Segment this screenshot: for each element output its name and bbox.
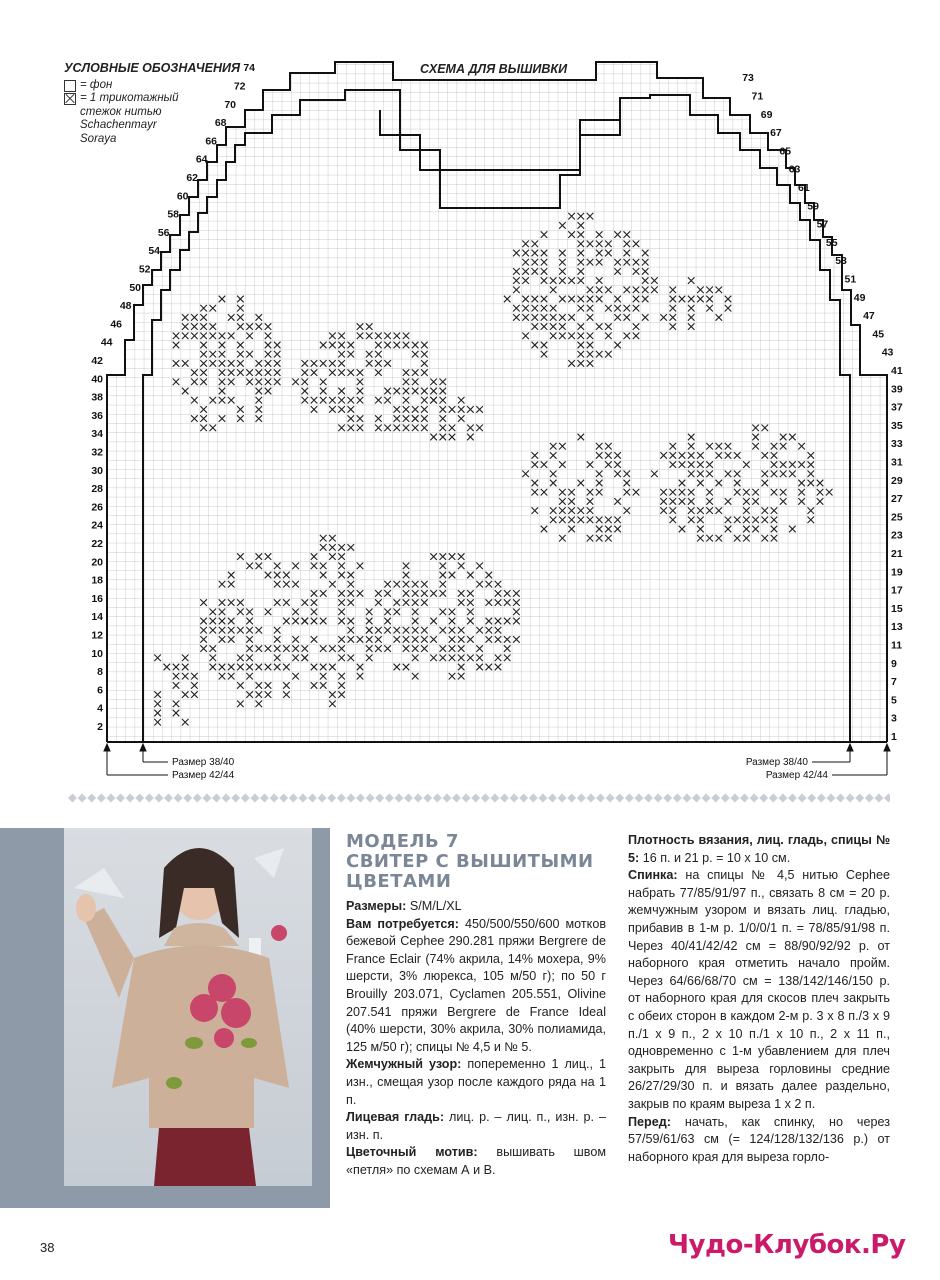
row-label-left: 58 [167, 208, 179, 221]
materials-value: 450/500/550/600 мотков бежевой Cephee 290.281 пряжи Bergrere de France Eclair (74% акрила, 14% мохера, 9% шерсти, 3% люрекса, 105 м/50 г); по 50 г Brouilly 203.071, Cyclamen 205.551, Olivine 207.541 пряжи Bergrere de France Ideal (40% шерсти, 30% акрила, 30% полиамида, 125 м/50 г); спицы № 4,5 и № 5. [346, 916, 607, 1054]
separator-diamond [682, 794, 691, 803]
separator-diamond [778, 794, 787, 803]
separator-diamond [135, 794, 144, 803]
separator-diamond [106, 794, 115, 803]
separator-diamond [298, 794, 307, 803]
article-column-left [346, 832, 606, 1180]
row-label-left: 38 [91, 391, 103, 404]
separator-diamond [404, 794, 413, 803]
model-title-line: ЦВЕТАМИ [346, 871, 452, 892]
row-label-right: 17 [891, 584, 903, 597]
row-label-left: 34 [91, 428, 103, 441]
row-label-right: 59 [807, 200, 819, 213]
row-label-left: 18 [91, 574, 103, 587]
separator-diamond [346, 794, 355, 803]
motif-value: вышивать швом «петля» по схемам А и В. [346, 1145, 606, 1177]
separator-diamond [529, 794, 538, 803]
size-label-left-large: Размер 42/44 [172, 770, 235, 781]
separator-diamond [385, 794, 394, 803]
separator-diamond [68, 794, 77, 803]
row-label-right: 41 [891, 365, 903, 377]
row-label-left: 68 [214, 117, 227, 130]
separator-diamond [606, 794, 615, 803]
separator-diamond [490, 794, 499, 803]
separator-diamond [183, 794, 192, 803]
row-label-right: 19 [891, 566, 903, 579]
separator-diamond [87, 794, 96, 803]
separator-diamond [663, 794, 672, 803]
separator-diamond [250, 794, 259, 803]
separator-diamond [500, 794, 509, 803]
pearl-label: Жемчужный узор: [346, 1057, 462, 1072]
separator-diamond [279, 794, 288, 803]
row-label-left: 8 [97, 666, 103, 679]
row-label-right: 1 [891, 731, 897, 743]
row-label-right: 49 [853, 291, 866, 304]
row-label-right: 5 [891, 694, 897, 707]
separator-diamond [759, 794, 768, 803]
separator-diamond [586, 794, 595, 803]
row-label-right: 39 [891, 383, 903, 396]
row-label-right: 37 [891, 401, 903, 414]
separator-diamond [519, 794, 528, 803]
row-label-right: 47 [863, 310, 875, 323]
row-label-right: 11 [891, 639, 903, 652]
separator-diamond [164, 794, 173, 803]
row-label-right: 9 [891, 657, 897, 670]
back-value: на спицы № 4,5 нитью Cephee набрать 77/85/91/97 п., связать 8 см = 20 р. жемчужным узором и вязать лиц. гладью, прибавив в 1-м р. 1/0/0/1 п. = 78/85/91/98 п. Через 40/41/42/42 см = 88/90/92/92 р. от наборного края отметить начало пройм. Через 64/66/68/70 см = 138/142/146/150 р. от наборного края для скосов плеч закрыть с обеих сторон в каждом 2-м р. 3 x 8 п./3 x 9 п./1 x 9 п., 2 x 10 п./1 x 10 п., 2 x 11 п., одновременно с 1-м убавлением для плеч закрыть для выреза горловины средние 26/27/29/30 п. и вязать далее раздельно, закрыв по краям выреза 1 x 2 п. [628, 868, 890, 1111]
separator-diamond [337, 794, 346, 803]
row-label-left: 48 [119, 300, 132, 313]
row-label-right: 27 [891, 493, 903, 506]
separator-diamond [471, 794, 480, 803]
separator-diamond [375, 794, 384, 803]
model-photo [64, 828, 312, 1186]
row-label-left: 40 [91, 373, 103, 386]
separator-diamond [730, 794, 739, 803]
separator-diamond [644, 794, 653, 803]
row-label-right: 69 [760, 108, 773, 121]
separator-diamond [558, 794, 567, 803]
separator-diamond [721, 794, 730, 803]
row-label-left: 10 [91, 647, 103, 660]
row-label-left: 14 [91, 611, 103, 624]
row-label-left: 16 [91, 592, 103, 605]
separator-diamond [702, 794, 711, 803]
back-paragraph [628, 867, 890, 1113]
row-label-left: 56 [157, 226, 170, 239]
separator-diamond [817, 794, 826, 803]
separator-diamond [145, 794, 154, 803]
separator-diamond [414, 794, 423, 803]
row-label-right: 15 [891, 602, 903, 615]
separator-diamond [807, 794, 816, 803]
separator-diamond [740, 794, 749, 803]
separator-diamond [836, 794, 845, 803]
separator-diamond [423, 794, 432, 803]
row-label-right: 29 [891, 474, 903, 487]
separator-diamond [788, 794, 797, 803]
separator-diamond [202, 794, 211, 803]
separator-diamond [318, 794, 327, 803]
separator-diamond [452, 794, 461, 803]
pearl-paragraph [346, 1056, 606, 1109]
separator-diamond [356, 794, 365, 803]
model-title-line: МОДЕЛЬ 7 [346, 831, 460, 852]
separator-diamond [577, 794, 586, 803]
size-label-right-small: Размер 38/40 [745, 757, 808, 768]
row-label-left: 44 [100, 336, 113, 349]
row-label-left: 28 [91, 483, 103, 496]
row-label-left: 64 [195, 153, 208, 166]
stockinette-value: лиц. р. – лиц. п., изн. р. – изн. п. [346, 1110, 607, 1142]
separator-diamond [673, 794, 682, 803]
separator-diamond [366, 794, 375, 803]
model-photo-illustration [64, 828, 312, 1186]
separator-diamond [308, 794, 317, 803]
separator-diamond [433, 794, 442, 803]
row-label-right: 73 [742, 72, 754, 85]
materials-label: Вам потребуется: [346, 916, 459, 931]
model-title-line: СВИТЕР С ВЫШИТЫМИ [346, 851, 594, 872]
separator-diamond [270, 794, 279, 803]
row-label-right: 43 [881, 346, 894, 359]
separator-diamond [769, 794, 778, 803]
separator-diamond [126, 794, 135, 803]
row-label-left: 20 [91, 556, 103, 569]
front-value: начать, как спинку, но через 57/59/61/63 см (= 124/128/132/136 р.) от наборного края для выреза горло- [628, 1114, 891, 1164]
row-label-left: 42 [91, 355, 103, 367]
materials-paragraph [346, 916, 606, 1057]
row-label-left: 36 [91, 409, 103, 422]
separator-diamond [855, 794, 864, 803]
row-label-right: 57 [816, 218, 829, 231]
row-label-left: 60 [176, 190, 189, 203]
scheme-title: СХЕМА ДЛЯ ВЫШИВКИ [420, 62, 568, 76]
row-label-left: 74 [243, 62, 255, 75]
separator-diamond [462, 794, 471, 803]
separator-diamond [174, 794, 183, 803]
size-label-right-large: Размер 42/44 [765, 770, 828, 781]
separator-diamond [615, 794, 624, 803]
row-label-right: 23 [891, 529, 903, 542]
stockinette-label: Лицевая гладь: [346, 1110, 445, 1125]
row-label-left: 50 [129, 281, 141, 294]
separator-diamond [97, 794, 106, 803]
sizes-value: S/M/L/XL [409, 899, 462, 913]
pearl-value: попеременно 1 лиц., 1 изн., смещая узор после каждого ряда на 1 п. [346, 1057, 606, 1107]
row-label-right: 21 [891, 548, 903, 560]
row-label-left: 30 [91, 464, 103, 477]
stockinette-paragraph [346, 1109, 606, 1144]
separator-diamond [222, 794, 231, 803]
row-label-right: 7 [891, 676, 897, 689]
separator-diamond [260, 794, 269, 803]
row-label-left: 62 [186, 172, 198, 184]
separator-diamond [154, 794, 163, 803]
separator-diamond [711, 794, 720, 803]
separator-diamond [826, 794, 835, 803]
separator-diamond [567, 794, 576, 803]
row-label-right: 71 [751, 90, 764, 103]
motif-label: Цветочный мотив: [346, 1145, 478, 1160]
site-logo: Чудо-Клубок.Ру [668, 1230, 906, 1260]
separator-diamond [212, 794, 221, 803]
gauge-label: Плотность вязания, лиц. гладь, спицы № 5: [628, 833, 890, 865]
separator-diamond [231, 794, 240, 803]
gauge-paragraph [628, 832, 890, 867]
separator-diamond [654, 794, 663, 803]
separator-diamond [538, 794, 547, 803]
separator-diamond [846, 794, 855, 803]
row-label-right: 63 [788, 163, 801, 176]
separator-diamond [884, 794, 890, 803]
row-label-right: 45 [872, 328, 885, 341]
article-column-right [628, 832, 890, 1166]
row-label-right: 3 [891, 712, 897, 725]
separator-diamond [193, 794, 202, 803]
row-label-left: 70 [224, 98, 236, 111]
separator-diamond [327, 794, 336, 803]
row-label-right: 35 [891, 419, 903, 432]
legend-title: УСЛОВНЫЕ ОБОЗНАЧЕНИЯ [64, 61, 241, 75]
separator-diamond [874, 794, 883, 803]
model-title [346, 832, 606, 892]
sizes-paragraph [346, 898, 606, 916]
row-label-left: 24 [91, 519, 103, 532]
separator-diamond [798, 794, 807, 803]
separator-diamond [442, 794, 451, 803]
separator-diamond [596, 794, 605, 803]
separator-diamond [625, 794, 634, 803]
row-label-left: 52 [138, 263, 151, 276]
row-label-left: 32 [91, 446, 103, 459]
row-label-right: 33 [891, 438, 903, 451]
legend-item-text: = 1 трикотажный стежок нитью Schachenmayr Soraya [80, 92, 179, 145]
decorative-separator [64, 792, 890, 804]
separator-diamond [241, 794, 250, 803]
separator-diamond [510, 794, 519, 803]
page-number: 38 [40, 1240, 55, 1255]
separator-diamond [634, 794, 643, 803]
row-label-right: 67 [770, 127, 782, 140]
separator-diamond [865, 794, 874, 803]
row-label-right: 61 [798, 182, 810, 194]
front-paragraph [628, 1114, 890, 1167]
size-label-left-small: Размер 38/40 [172, 757, 235, 768]
back-label: Спинка: [628, 868, 678, 883]
row-label-right: 65 [779, 145, 792, 158]
row-label-left: 54 [148, 245, 160, 258]
front-label: Перед: [628, 1114, 671, 1129]
legend-item-text: = фон [80, 78, 113, 91]
separator-diamond [78, 794, 87, 803]
separator-diamond [548, 794, 557, 803]
separator-diamond [394, 794, 403, 803]
row-label-left: 66 [205, 135, 217, 148]
separator-diamond [750, 794, 759, 803]
row-label-right: 55 [825, 236, 838, 249]
row-label-left: 6 [97, 684, 103, 697]
sizes-label: Размеры: [346, 899, 407, 913]
row-label-right: 53 [835, 255, 847, 268]
row-label-right: 51 [844, 273, 857, 286]
row-label-right: 13 [891, 621, 903, 634]
row-label-left: 26 [91, 501, 103, 514]
row-label-left: 46 [110, 318, 122, 331]
row-label-left: 22 [91, 538, 103, 550]
separator-diamond [481, 794, 490, 803]
row-label-left: 4 [97, 702, 103, 715]
row-label-right: 25 [891, 511, 903, 524]
gauge-value: 16 п. и 21 р. = 10 x 10 см. [642, 850, 791, 865]
separator-diamond [692, 794, 701, 803]
row-label-left: 12 [91, 629, 103, 642]
separator-diamond [116, 794, 125, 803]
motif-paragraph [346, 1144, 606, 1179]
row-label-left: 72 [233, 80, 246, 93]
separator-diamond [289, 794, 298, 803]
row-label-left: 2 [97, 721, 103, 733]
row-label-right: 31 [891, 456, 903, 469]
